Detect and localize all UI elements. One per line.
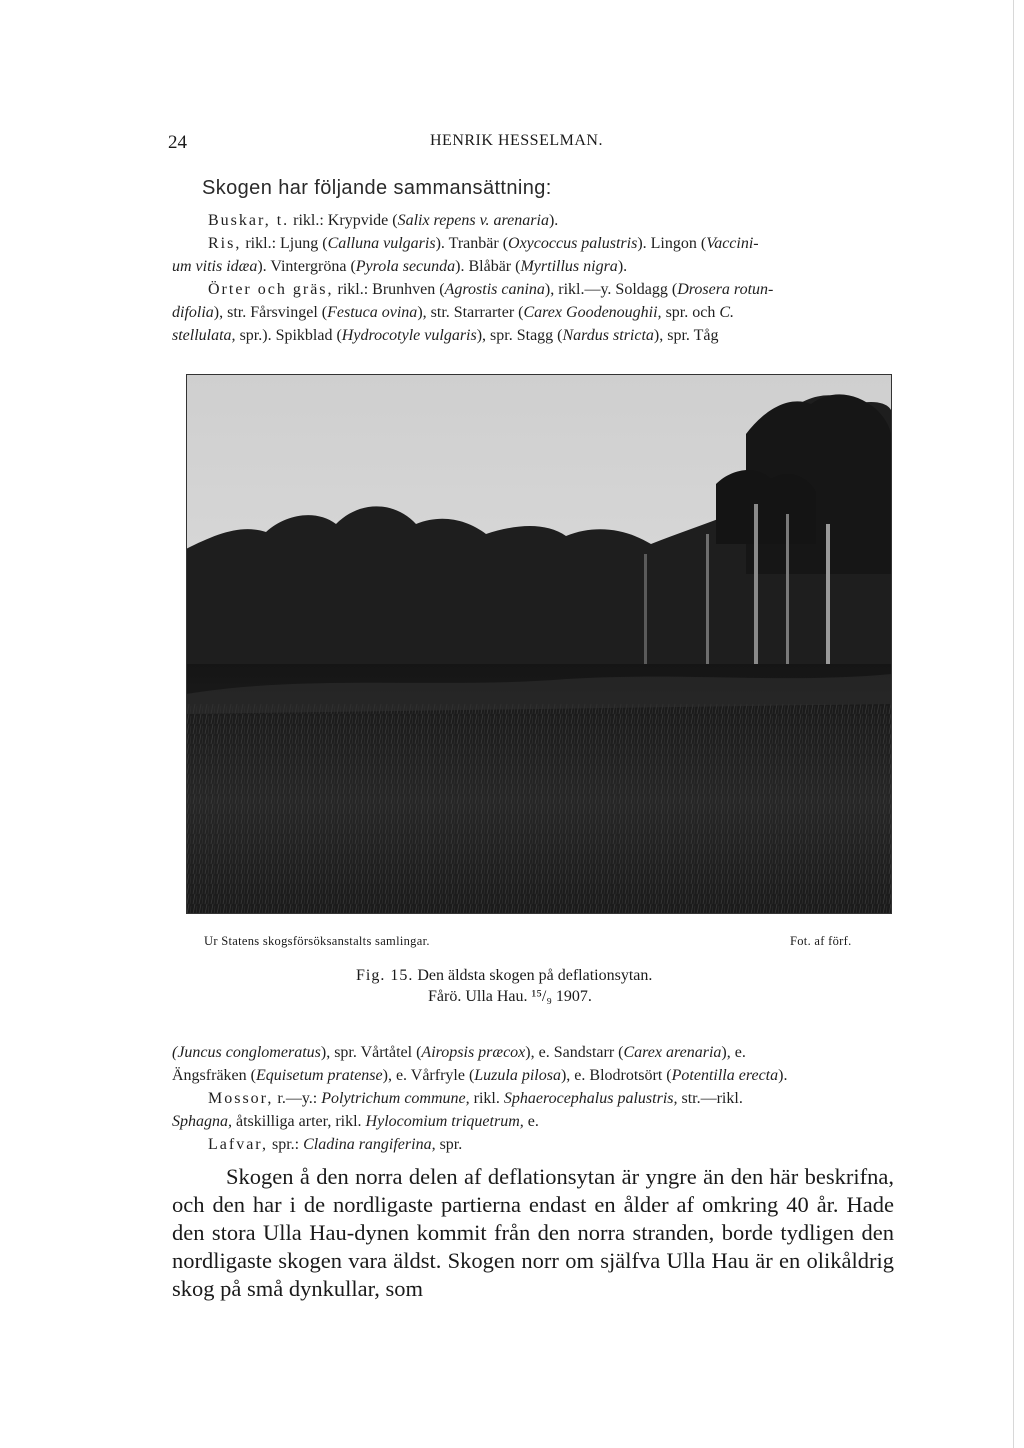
forest-photo-image [186,374,892,914]
figure-caption-location: Fårö. Ulla Hau. ¹⁵/₉ 1907. [428,988,592,1005]
list-line: stellulata, spr.). Spikblad (Hydrocotyle vulgaris), spr. Stagg (Nardus stricta), spr. Tåg [172,327,719,344]
list-line: Lafvar, spr.: Cladina rangiferina, spr. [208,1136,463,1153]
forest-photograph [186,374,892,914]
list-line: (Juncus conglomeratus), spr. Vårtåtel (Airopsis præcox), e. Sandstarr (Carex arenaria), e. [172,1044,746,1061]
list-line: difolia), str. Fårsvingel (Festuca ovina), str. Starrarter (Carex Goodenoughii, spr. och C. [172,304,735,321]
page-number: 24 [168,132,187,153]
photo-credit-photographer: Fot. af förf. [790,934,852,948]
species-list-2 [172,1041,898,1156]
figure-caption [356,967,652,985]
list-line: Sphagna, åtskilliga arter, rikl. Hylocomium triquetrum, e. [172,1113,539,1130]
body-paragraph: Skogen å den norra delen af deflationsytan är yngre än den här beskrifna, och den har i de nordligaste partierna endast en ålder af omkring 40 år. Hade den stora Ulla Hau-dynen kommit från den norra stranden, borde tydligen den nordligaste skogen vara äldst. Skogen norr om själfva Ulla Hau är en olikåldrig skog på små dynkullar, som [172,1164,894,1301]
list-line: um vitis idæa). Vintergröna (Pyrola secunda). Blåbär (Myrtillus nigra). [172,258,628,275]
list-line: Buskar, t. rikl.: Krypvide (Salix repens v. arenaria). [208,212,559,229]
running-title: HENRIK HESSELMAN. [430,132,603,149]
body-paragraph-block [172,1163,894,1303]
figure-caption-text: Den äldsta skogen på deflationsytan. [413,967,653,984]
figure-number: Fig. 15. [356,967,414,984]
list-line: Ris, rikl.: Ljung (Calluna vulgaris). Tranbär (Oxycoccus palustris). Lingon (Vaccini- [208,235,759,252]
species-list-1 [172,209,898,347]
photo-credit-source: Ur Statens skogsförsöksanstalts samlingar. [204,934,430,948]
page-edge-line [1013,0,1014,1448]
section-intro: Skogen har följande sammansättning: [202,177,552,199]
list-line: Ängsfräken (Equisetum pratense), e. Vårfryle (Luzula pilosa), e. Blodrotsört (Potentilla erecta). [172,1067,788,1084]
list-line: Mossor, r.—y.: Polytrichum commune, rikl. Sphaerocephalus palustris, str.—rikl. [208,1090,743,1107]
list-line: Örter och gräs, rikl.: Brunhven (Agrostis canina), rikl.—y. Soldagg (Drosera rotun- [208,281,774,298]
